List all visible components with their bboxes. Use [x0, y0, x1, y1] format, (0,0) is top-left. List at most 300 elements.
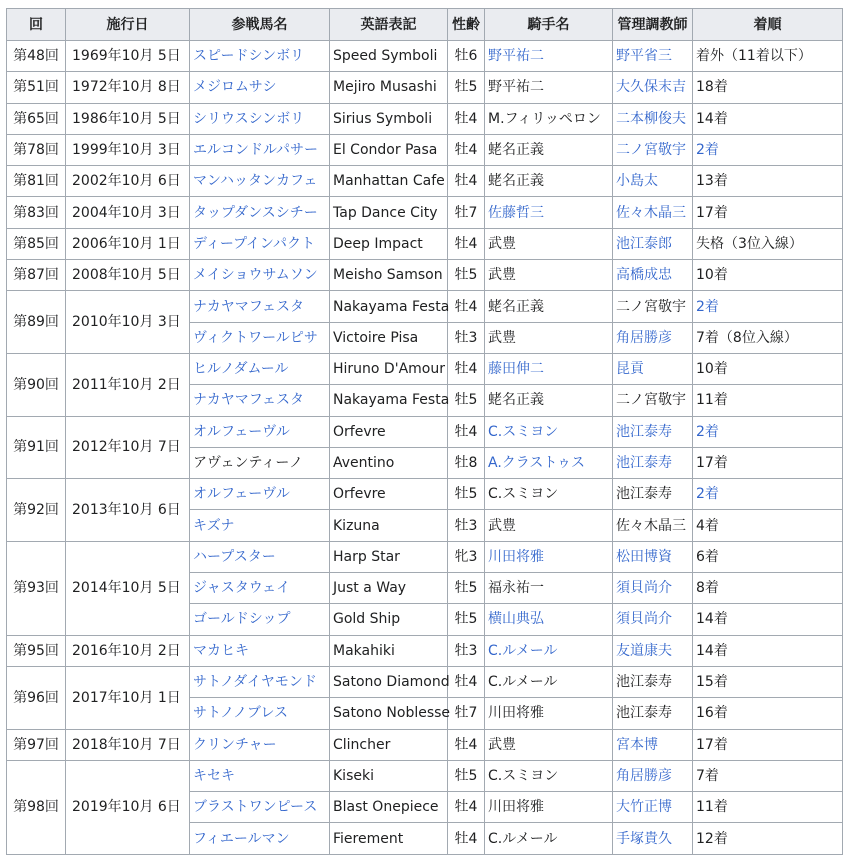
english-name-cell — [330, 353, 448, 384]
trainer-cell[interactable] — [613, 166, 693, 197]
sex-age-cell — [448, 635, 485, 666]
table-row — [7, 228, 843, 259]
result-cell[interactable] — [693, 134, 843, 165]
trainer-cell[interactable] — [613, 134, 693, 165]
english-name-cell-text: El Condor Pasa — [333, 142, 438, 159]
round-cell-text: 第93回 — [13, 580, 59, 597]
horse-name-cell-link[interactable]: マカヒキ — [193, 642, 249, 659]
sex-age-cell — [448, 604, 485, 635]
jockey-cell-text: 川田将雅 — [488, 705, 544, 722]
jockey-cell-link[interactable]: 横山典弘 — [488, 611, 544, 628]
sex-age-cell — [448, 541, 485, 572]
horse-name-cell[interactable] — [190, 134, 330, 165]
english-name-cell-text: Blast Onepiece — [333, 799, 439, 816]
round-cell — [7, 479, 66, 542]
trainer-cell-link[interactable]: 手塚貴久 — [616, 830, 672, 847]
trainer-cell[interactable] — [613, 823, 693, 854]
result-cell — [693, 635, 843, 666]
sex-age-cell — [448, 823, 485, 854]
horse-name-cell[interactable] — [190, 385, 330, 416]
horse-name-cell[interactable] — [190, 260, 330, 291]
round-cell — [7, 103, 66, 134]
english-name-cell — [330, 510, 448, 541]
date-cell-text: 2010年10月 3日 — [72, 314, 181, 331]
english-name-cell-text: Aventino — [333, 455, 395, 471]
round-cell — [7, 666, 66, 729]
horse-name-cell-link[interactable]: サトノダイヤモンド — [193, 674, 317, 691]
trainer-cell — [613, 479, 693, 510]
trainer-cell-link[interactable]: 池江泰郎 — [616, 235, 672, 252]
trainer-cell[interactable] — [613, 353, 693, 384]
header-round: 回 — [7, 9, 66, 41]
date-cell — [66, 41, 190, 72]
date-cell — [66, 760, 190, 854]
english-name-cell — [330, 729, 448, 760]
table-row — [7, 72, 843, 103]
round-cell-text: 第65回 — [13, 110, 59, 127]
date-cell-text: 1972年10月 8日 — [72, 79, 181, 96]
jockey-cell[interactable] — [485, 197, 613, 228]
result-cell-text: 6着 — [696, 548, 719, 565]
horse-name-cell[interactable] — [190, 166, 330, 197]
round-cell-text: 第98回 — [13, 799, 59, 816]
round-cell — [7, 291, 66, 354]
sex-age-cell — [448, 510, 485, 541]
round-cell — [7, 72, 66, 103]
round-cell-text: 第85回 — [13, 235, 59, 252]
result-cell-text: 4着 — [696, 517, 719, 534]
jockey-cell-link[interactable]: 川田将雅 — [488, 548, 544, 565]
trainer-cell[interactable] — [613, 729, 693, 760]
english-name-cell-text: Mejiro Musashi — [333, 79, 437, 96]
sex-age-cell-text: 牡4 — [454, 361, 478, 378]
horse-name-cell-link[interactable]: タップダンスシチー — [193, 204, 318, 221]
trainer-cell-link[interactable]: 小島太 — [616, 173, 658, 190]
english-name-cell — [330, 103, 448, 134]
trainer-cell-link[interactable]: 昆貢 — [616, 361, 644, 378]
table-body — [7, 41, 843, 855]
horse-name-cell[interactable] — [190, 228, 330, 259]
english-name-cell-text: Makahiki — [333, 642, 395, 659]
jockey-cell — [485, 228, 613, 259]
english-name-cell-text: Kizuna — [333, 517, 380, 534]
round-cell-text: 第81回 — [13, 173, 59, 190]
sex-age-cell — [448, 353, 485, 384]
trainer-cell[interactable] — [613, 228, 693, 259]
english-name-cell — [330, 698, 451, 729]
jockey-cell — [485, 792, 613, 823]
horse-name-cell[interactable] — [190, 416, 330, 447]
result-cell — [693, 573, 843, 604]
header-sex-age: 性齢 — [448, 9, 485, 41]
english-name-cell-text: Victoire Pisa — [333, 329, 419, 346]
result-cell-text: 失格（3位入線） — [696, 235, 803, 252]
sex-age-cell — [448, 134, 485, 165]
horse-name-cell[interactable] — [190, 792, 330, 823]
table-row — [7, 635, 843, 666]
horse-name-cell-link[interactable]: ナカヤマフェスタ — [193, 298, 305, 315]
result-cell — [693, 447, 843, 478]
trainer-cell[interactable] — [613, 416, 693, 447]
result-cell-link[interactable]: 2着 — [696, 423, 719, 440]
round-cell-text: 第92回 — [13, 501, 59, 518]
result-cell-text: 18着 — [696, 79, 728, 96]
trainer-cell — [613, 510, 693, 541]
date-cell — [66, 729, 190, 760]
table-row — [7, 353, 843, 384]
result-cell-text: 8着 — [696, 580, 719, 597]
horse-name-cell — [190, 447, 330, 478]
sex-age-cell-text: 牡5 — [454, 79, 478, 96]
date-cell — [66, 635, 190, 666]
round-cell — [7, 41, 66, 72]
horse-name-cell-link[interactable]: フィエールマン — [193, 830, 290, 847]
english-name-cell-text: Deep Impact — [333, 235, 423, 252]
sex-age-cell — [448, 792, 485, 823]
table-row — [7, 291, 843, 322]
jockey-cell-text: 武豊 — [488, 329, 516, 346]
english-name-cell — [330, 447, 448, 478]
horse-name-cell[interactable] — [190, 103, 330, 134]
result-cell — [693, 698, 843, 729]
trainer-cell[interactable] — [613, 635, 693, 666]
trainer-cell[interactable] — [613, 447, 693, 478]
date-cell-text: 1986年10月 5日 — [72, 110, 181, 127]
result-cell-text: 14着 — [696, 611, 728, 628]
jockey-cell-text: 蛯名正義 — [488, 142, 544, 159]
horse-name-cell-link[interactable]: マンハッタンカフェ — [193, 173, 318, 190]
trainer-cell-link[interactable]: 大久保末吉 — [616, 79, 686, 96]
trainer-cell-link[interactable]: 二本柳俊夫 — [616, 110, 686, 127]
round-cell — [7, 353, 66, 416]
sex-age-cell — [448, 447, 485, 478]
trainer-cell-link[interactable]: 宮本博 — [616, 736, 658, 753]
jockey-cell[interactable] — [485, 447, 613, 478]
trainer-cell-link[interactable]: 松田博資 — [616, 548, 672, 565]
jockey-cell-text: C.スミヨン — [488, 767, 559, 784]
horse-name-cell-link[interactable]: シリウスシンボリ — [193, 110, 305, 127]
horse-name-cell-link[interactable]: クリンチャー — [193, 736, 277, 753]
result-cell-text: 11着 — [696, 799, 728, 816]
english-name-cell — [330, 760, 448, 791]
result-cell-text: 17着 — [696, 204, 728, 221]
trainer-cell[interactable] — [613, 604, 693, 635]
result-cell-text: 7着（8位入線） — [696, 329, 798, 346]
english-name-cell — [330, 228, 448, 259]
sex-age-cell-text: 牡4 — [454, 298, 478, 315]
trainer-cell-text: 池江泰寿 — [616, 705, 672, 722]
horse-name-cell[interactable] — [190, 729, 330, 760]
english-name-cell — [330, 416, 448, 447]
result-cell[interactable] — [693, 479, 843, 510]
header-date: 施行日 — [66, 9, 190, 41]
trainer-cell[interactable] — [613, 573, 693, 604]
horse-name-cell-link[interactable]: ナカヤマフェスタ — [193, 392, 305, 409]
trainer-cell-text: 池江泰寿 — [616, 486, 672, 503]
horse-name-cell[interactable] — [190, 666, 330, 697]
round-cell — [7, 134, 66, 165]
horse-name-cell[interactable] — [190, 72, 330, 103]
horse-name-cell[interactable] — [190, 510, 330, 541]
jockey-cell-link[interactable]: A.クラストゥス — [488, 455, 586, 471]
english-name-cell — [330, 166, 448, 197]
table-row — [7, 41, 843, 72]
trainer-cell[interactable] — [613, 197, 693, 228]
english-name-cell-text: Nakayama Festa — [333, 392, 450, 409]
horse-name-cell-text: アヴェンティーノ — [193, 455, 304, 471]
trainer-cell — [613, 291, 693, 322]
round-cell-text: 第97回 — [13, 736, 59, 753]
horse-name-cell-link[interactable]: キセキ — [193, 767, 235, 784]
sex-age-cell — [448, 103, 485, 134]
trainer-cell-link[interactable]: 角居勝彦 — [616, 329, 672, 346]
sex-age-cell-text: 牡4 — [454, 736, 478, 753]
result-cell — [693, 510, 843, 541]
result-cell — [693, 792, 843, 823]
english-name-cell — [330, 385, 448, 416]
jockey-cell — [485, 103, 613, 134]
trainer-cell[interactable] — [613, 103, 693, 134]
trainer-cell-link[interactable]: 野平省三 — [616, 48, 672, 65]
sex-age-cell — [448, 729, 485, 760]
horse-name-cell-link[interactable]: オルフェーヴル — [193, 486, 290, 503]
horse-name-cell[interactable] — [190, 197, 330, 228]
jockey-cell-link[interactable]: C.スミヨン — [488, 423, 559, 440]
jockey-cell-text: M.フィリッペロン — [488, 110, 601, 127]
jockey-cell[interactable] — [485, 41, 613, 72]
sex-age-cell — [448, 41, 485, 72]
trainer-cell-link[interactable]: 池江泰寿 — [616, 423, 672, 440]
trainer-cell[interactable] — [613, 322, 693, 353]
result-cell-link[interactable]: 2着 — [696, 142, 719, 159]
trainer-cell-link[interactable]: 大竹正博 — [616, 799, 672, 816]
sex-age-cell-text: 牡4 — [454, 173, 478, 190]
horse-name-cell[interactable] — [190, 291, 330, 322]
english-name-cell-text: Clincher — [333, 736, 391, 753]
jockey-cell — [485, 479, 613, 510]
horse-name-cell[interactable] — [190, 573, 330, 604]
header-english-name: 英語表記 — [330, 9, 448, 41]
sex-age-cell-text: 牡4 — [454, 674, 478, 691]
date-cell-text: 2016年10月 2日 — [72, 642, 181, 659]
table-row — [7, 197, 843, 228]
round-cell — [7, 197, 66, 228]
trainer-cell[interactable] — [613, 792, 693, 823]
english-name-cell — [330, 134, 448, 165]
trainer-cell-link[interactable]: 須貝尚介 — [616, 611, 672, 628]
sex-age-cell-text: 牡3 — [454, 329, 478, 346]
trainer-cell[interactable] — [613, 760, 693, 791]
horse-name-cell-link[interactable]: オルフェーヴル — [193, 423, 290, 440]
result-cell — [693, 103, 843, 134]
horse-name-cell[interactable] — [190, 353, 330, 384]
trainer-cell[interactable] — [613, 41, 693, 72]
result-cell — [693, 604, 843, 635]
english-name-cell-text: Satono Noblesse — [333, 705, 451, 722]
horse-name-cell-link[interactable]: ゴールドシップ — [193, 611, 291, 628]
jockey-cell — [485, 666, 613, 697]
date-cell-text: 2019年10月 6日 — [72, 799, 181, 816]
date-cell — [66, 479, 190, 542]
result-cell-text: 10着 — [696, 361, 728, 378]
result-cell-text: 12着 — [696, 830, 728, 847]
trainer-cell-link[interactable]: 佐々木晶三 — [616, 204, 686, 221]
english-name-cell-text: Meisho Samson — [333, 267, 443, 284]
jockey-cell[interactable] — [485, 416, 613, 447]
round-cell-text: 第90回 — [13, 376, 59, 393]
horse-name-cell-link[interactable]: エルコンドルパサー — [193, 142, 319, 159]
trainer-cell — [613, 385, 693, 416]
date-cell — [66, 228, 190, 259]
horse-name-cell[interactable] — [190, 635, 330, 666]
result-cell — [693, 322, 843, 353]
horse-name-cell-link[interactable]: ハープスター — [193, 548, 276, 565]
horse-name-cell-link[interactable]: ジャスタウェイ — [193, 580, 291, 597]
horse-name-cell-link[interactable]: メイショウサムソン — [193, 267, 318, 284]
jockey-cell-link[interactable]: C.ルメール — [488, 642, 558, 659]
trainer-cell-text: 二ノ宮敬宇 — [616, 392, 686, 409]
header-row — [7, 9, 843, 41]
result-cell-text: 13着 — [696, 173, 728, 190]
result-cell[interactable] — [693, 291, 843, 322]
sex-age-cell-text: 牡4 — [454, 830, 478, 847]
jockey-cell-link[interactable]: 藤田伸二 — [488, 361, 544, 378]
date-cell — [66, 103, 190, 134]
result-cell[interactable] — [693, 416, 843, 447]
horse-name-cell[interactable] — [190, 823, 330, 854]
jockey-cell[interactable] — [485, 353, 613, 384]
jockey-cell-link[interactable]: 佐藤哲三 — [488, 204, 544, 221]
trainer-cell[interactable] — [613, 260, 693, 291]
result-cell-text: 14着 — [696, 642, 728, 659]
horse-name-cell-link[interactable]: ヒルノダムール — [193, 361, 289, 378]
horse-name-cell-link[interactable]: キズナ — [193, 517, 235, 534]
result-cell-text: 15着 — [696, 674, 728, 691]
trainer-cell — [613, 698, 693, 729]
english-name-cell-text: Sirius Symboli — [333, 110, 433, 127]
jockey-cell[interactable] — [485, 541, 613, 572]
table-row — [7, 166, 843, 197]
table-row — [7, 729, 843, 760]
jockey-cell — [485, 573, 613, 604]
trainer-cell-link[interactable]: 池江泰寿 — [616, 455, 672, 471]
jockey-cell-text: C.ルメール — [488, 674, 558, 691]
table-row — [7, 134, 843, 165]
result-cell-link[interactable]: 2着 — [696, 486, 719, 503]
horse-name-cell-link[interactable]: ブラストワンピース — [193, 799, 318, 816]
date-cell-text: 2018年10月 7日 — [72, 736, 181, 753]
jockey-cell-text: 川田将雅 — [488, 799, 544, 816]
date-cell — [66, 134, 190, 165]
trainer-cell-link[interactable]: 友道康夫 — [616, 642, 672, 659]
date-cell — [66, 541, 190, 635]
trainer-cell — [613, 666, 693, 697]
trainer-cell-link[interactable]: 高橋成忠 — [616, 267, 672, 284]
trainer-cell[interactable] — [613, 72, 693, 103]
jockey-cell-text: 武豊 — [488, 267, 516, 284]
round-cell — [7, 228, 66, 259]
horse-name-cell[interactable] — [190, 322, 330, 353]
date-cell-text: 2004年10月 3日 — [72, 204, 181, 221]
english-name-cell-text: Fierement — [333, 830, 404, 847]
date-cell-text: 2006年10月 1日 — [72, 235, 181, 252]
table-row — [7, 760, 843, 791]
horse-name-cell[interactable] — [190, 41, 330, 72]
sex-age-cell-text: 牡7 — [454, 204, 478, 221]
sex-age-cell — [448, 698, 485, 729]
trainer-cell-link[interactable]: 須貝尚介 — [616, 580, 672, 597]
horse-name-cell[interactable] — [190, 760, 330, 791]
horse-name-cell-link[interactable]: スピードシンボリ — [193, 48, 305, 65]
jockey-cell — [485, 260, 613, 291]
sex-age-cell — [448, 228, 485, 259]
trainer-cell-link[interactable]: 二ノ宮敬宇 — [616, 142, 686, 159]
horse-name-cell-link[interactable]: ディープインパクト — [193, 235, 315, 252]
table-row — [7, 666, 843, 697]
date-cell — [66, 197, 190, 228]
sex-age-cell — [448, 385, 485, 416]
jockey-cell-text: 福永祐一 — [488, 580, 544, 597]
header-result: 着順 — [693, 9, 843, 41]
round-cell — [7, 260, 66, 291]
english-name-cell — [330, 635, 448, 666]
date-cell-text: 2008年10月 5日 — [72, 267, 181, 284]
english-name-cell — [330, 41, 448, 72]
jockey-cell — [485, 134, 613, 165]
date-cell — [66, 260, 190, 291]
horse-name-cell[interactable] — [190, 604, 330, 635]
sex-age-cell — [448, 166, 485, 197]
jockey-cell-text: C.ルメール — [488, 830, 558, 847]
date-cell — [66, 666, 190, 729]
jockey-cell[interactable] — [485, 604, 613, 635]
sex-age-cell-text: 牡8 — [454, 455, 478, 471]
jockey-cell — [485, 72, 613, 103]
table-row — [7, 479, 843, 510]
round-cell-text: 第48回 — [13, 48, 59, 65]
jockey-cell-text: 武豊 — [488, 235, 516, 252]
english-name-cell — [330, 72, 448, 103]
sex-age-cell — [448, 760, 485, 791]
horse-name-cell[interactable] — [190, 479, 330, 510]
jockey-cell — [485, 166, 613, 197]
result-cell — [693, 541, 843, 572]
english-name-cell — [330, 541, 448, 572]
round-cell — [7, 635, 66, 666]
sex-age-cell — [448, 197, 485, 228]
jockey-cell[interactable] — [485, 635, 613, 666]
trainer-cell[interactable] — [613, 541, 693, 572]
result-cell — [693, 666, 843, 697]
horse-name-cell-link[interactable]: サトノノブレス — [193, 705, 289, 722]
horse-name-cell-link[interactable]: ヴィクトワールピサ — [193, 329, 318, 346]
horse-name-cell-link[interactable]: メジロムサシ — [193, 79, 277, 96]
result-cell-link[interactable]: 2着 — [696, 298, 719, 315]
date-cell-text: 1969年10月 5日 — [72, 48, 181, 65]
jockey-cell — [485, 823, 613, 854]
round-cell-text: 第89回 — [13, 314, 59, 331]
english-name-cell-text: Just a Way — [333, 580, 407, 597]
trainer-cell-link[interactable]: 角居勝彦 — [616, 767, 672, 784]
english-name-cell-text: Tap Dance City — [333, 204, 438, 221]
english-name-cell-text: Kiseki — [333, 767, 374, 784]
date-cell-text: 2012年10月 7日 — [72, 439, 181, 456]
jockey-cell-link[interactable]: 野平祐二 — [488, 48, 544, 65]
english-name-cell — [330, 322, 448, 353]
horse-name-cell[interactable] — [190, 698, 330, 729]
round-cell — [7, 166, 66, 197]
horse-name-cell[interactable] — [190, 541, 330, 572]
